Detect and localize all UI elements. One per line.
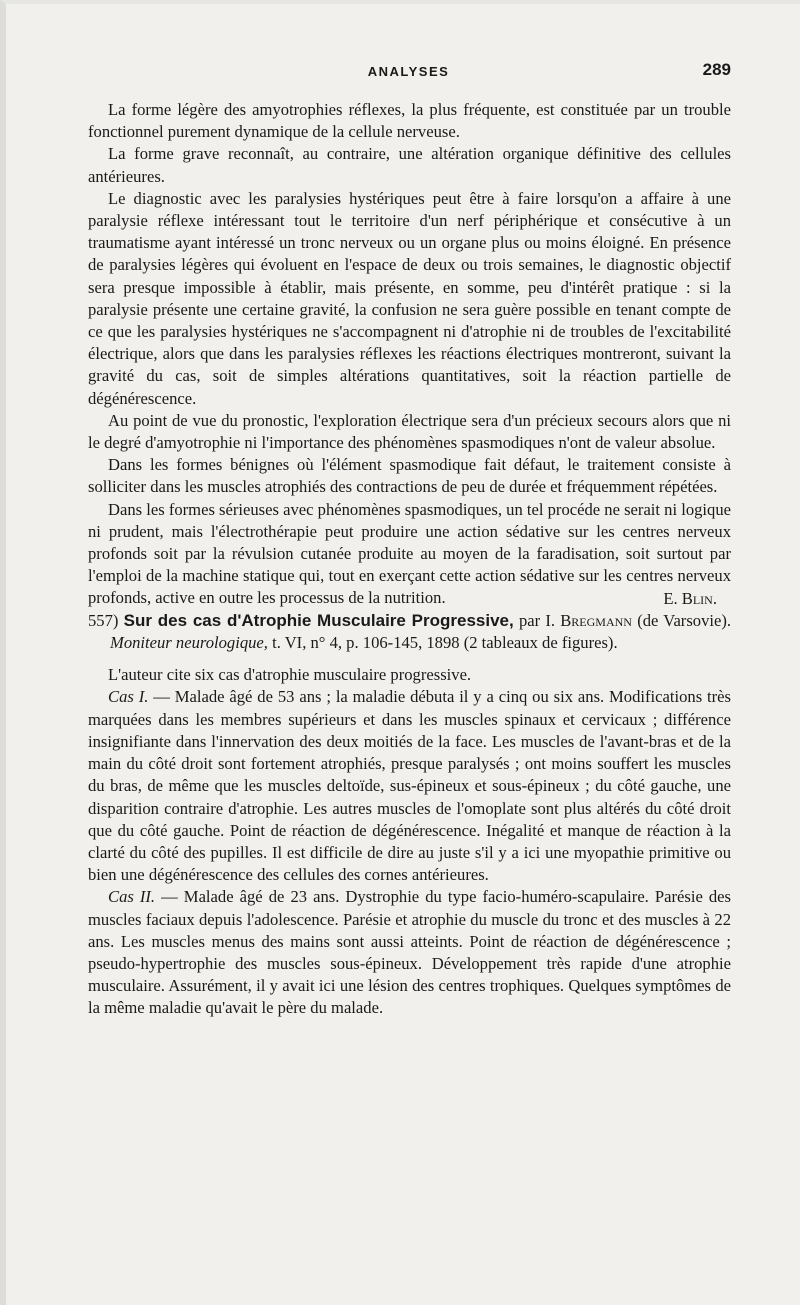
paragraph: Le diagnostic avec les paralysies hystériques peut être à faire lorsqu'on a affaire à une paralysie réflexe intéressant tout le territoire d'un nerf périphérique et consécutive à un traumatisme ayant intéressé un tronc nerveux ou un organe plus ou moins éloigné. En présence de paralysies légères qui évoluent en l'espace de deux ou trois semaines, le diagnostic objectif sera presque impossible à établir, mais présente, en somme, peu d'intérêt pratique : si la paralysie présente une certaine gravité, la confusion ne sera guère possible en tenant compte de ce que les paralysies hystériques ne s'accompagnent ni d'atrophie ni de troubles de l'excitabilité électrique, alors que dans les paralysies réflexes les réactions électriques montreront, suivant la gravité du cas, soit de simples altérations quantitatives, soit la réaction partielle de dégénérescence. bbox=[88, 188, 731, 408]
notice-journal: Moniteur neurologique, bbox=[110, 633, 268, 653]
page-number: 289 bbox=[702, 60, 731, 79]
case-text: — Malade âgé de 53 ans ; la maladie débuta il y a cinq ou six ans. Modifications très marquées dans les membres supérieurs et dans les muscles spinaux et cervicaux ; différence insignifiante dans l'innervation des deux moitiés de la face. Les muscles de l'avant-bras et de la main du côté droit sont fortement atrophiés, presque paralysés ; ont moins souffert les muscles du bras, de même que les muscles deltoïde, sus-épineux et sous-épineux ; du côté gauche, une disparition contraire d'atrophie. Les autres muscles de l'omoplate sont plus altérés du côté droit que du côté gauche. Point de réaction de dégénérescence. Inégalité et manque de réaction à la clarté du côté des pupilles. Il est difficile de dire au juste s'il y a ici une myopathie primitive ou bien une dégénérescence des cellules des cornes antérieures. bbox=[88, 687, 731, 885]
bibliographic-notice bbox=[88, 610, 731, 654]
running-title: ANALYSES bbox=[367, 64, 450, 79]
page-header bbox=[86, 60, 731, 90]
paragraph: La forme légère des amyotrophies réflexes, la plus fréquente, est constituée par un trouble fonctionnel purement dynamique de la cellule nerveuse. bbox=[88, 100, 731, 142]
notice-title: Sur des cas d'Atrophie Musculaire Progressive, bbox=[123, 610, 514, 630]
case-text: — Malade âgé de 23 ans. Dystrophie du type facio-huméro-scapulaire. Parésie des muscles faciaux depuis l'adolescence. Parésie et atrophie du muscle du tronc et des muscles à 22 ans. Les muscles menus des mains sont aussi atteints. Point de réaction de dégénérescence ; pseudo-hypertrophie des muscles sous-épineux. Développement très rapide d'une atrophie musculaire. Assurément, il y avait ici une lésion des centres trophiques. Quelques symptômes de la même maladie qu'avait le père du malade. bbox=[88, 887, 731, 1018]
notice-details: t. VI, n° 4, p. 106-145, 1898 (2 tableaux de figures). bbox=[272, 633, 618, 653]
paragraph: Dans les formes bénignes où l'élément spasmodique fait défaut, le traitement consiste à solliciter dans les muscles atrophiés des contractions de peu de durée et fréquemment répétées. bbox=[88, 455, 731, 497]
spacer bbox=[88, 654, 731, 664]
notice-by: par I. bbox=[518, 610, 556, 630]
case-label: Cas I. bbox=[108, 687, 149, 707]
paragraph: Dans les formes sérieuses avec phénomènes spasmodiques, un tel procéde ne serait ni logique ni prudent, mais l'électrothérapie peut produire une action sédative sur les centres nerveux profonds soit par la révulsion cutanée produite au moyen de la faradisation, soit surtout par l'emploi de la machine statique qui, tout en exerçant cette action sédative sur les centres nerveux profonds, active en outre les processus de la nutrition. bbox=[88, 499, 732, 608]
notice-author: Bregmann bbox=[560, 610, 632, 630]
page-body bbox=[88, 99, 731, 1020]
paragraph: Au point de vue du pronostic, l'exploration électrique sera d'un précieux secours alors que ni le degré d'amyotrophie ni l'importance des phénomènes spasmodiques n'ont de valeur absolue. bbox=[88, 410, 731, 453]
notice-number: 557) bbox=[88, 610, 119, 630]
case-paragraph bbox=[88, 886, 731, 1019]
notice-origin: (de Varsovie). bbox=[637, 610, 732, 630]
paragraph: La forme grave reconnaît, au contraire, une altération organique définitive des cellules antérieures. bbox=[88, 144, 731, 186]
signature: E. Blin. bbox=[663, 588, 717, 608]
intro-paragraph: L'auteur cite six cas d'atrophie musculaire progressive. bbox=[108, 665, 472, 685]
case-label: Cas II. bbox=[108, 887, 156, 907]
case-paragraph bbox=[88, 686, 731, 886]
